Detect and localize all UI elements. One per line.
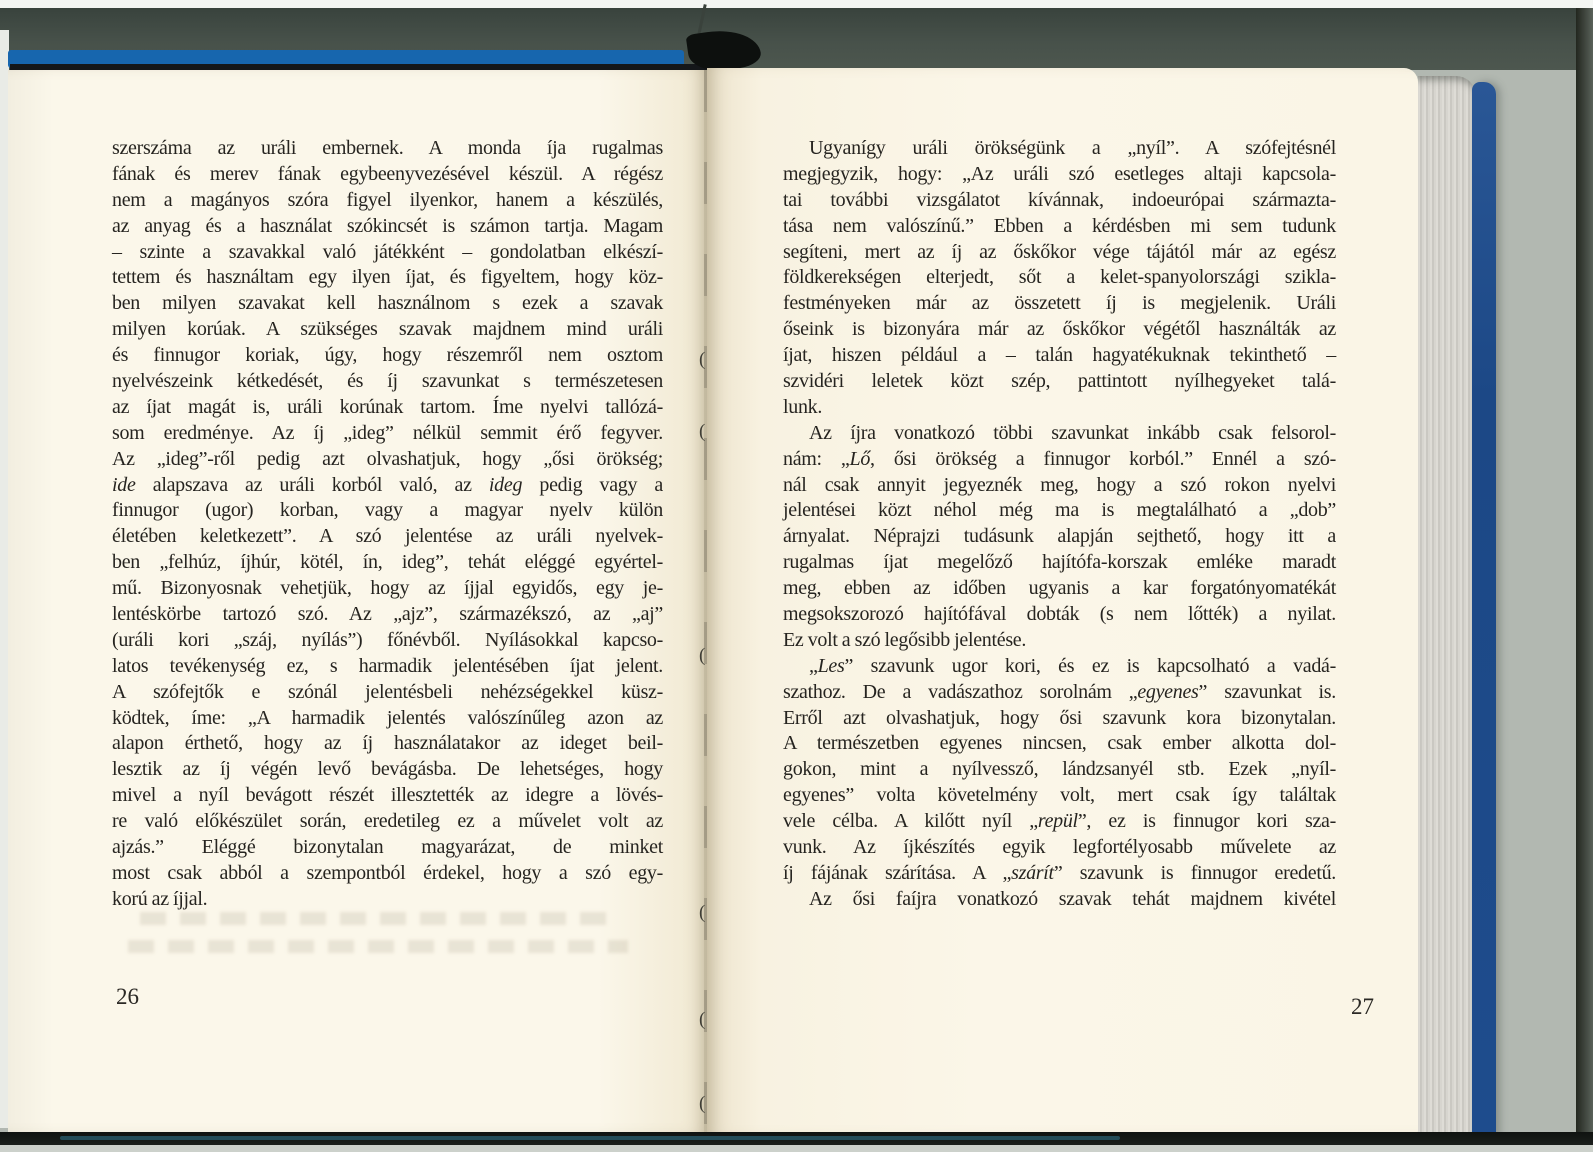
show-through-ghost-text bbox=[140, 912, 610, 925]
text-line: fának és merev fának egybeenyvezésével készül. A régész bbox=[112, 162, 663, 185]
text-line: A természetben egyenes nincsen, csak ember alkotta dol- bbox=[783, 732, 1336, 755]
binding-stitch-icon: ( bbox=[699, 1093, 706, 1114]
text-line: segíteni, mert az íj az őskőkor vége tájától már az egész bbox=[783, 240, 1336, 263]
text-line: som eredménye. Az íj „ideg” nélkül semmit érő fegyver. bbox=[112, 421, 663, 444]
book-cover-right-edge bbox=[1472, 82, 1496, 1140]
text-line: és finnugor koriak, úgy, hogy részemről nem osztom bbox=[112, 344, 663, 367]
text-line: lesztik az íj végén levő bevágásba. De lehetséges, hogy bbox=[112, 758, 663, 781]
text-line: jelentései közt néhol még ma is megtalálható a „dob” bbox=[783, 499, 1336, 522]
text-line: egyenes” volta követelmény volt, mert csak így találtak bbox=[783, 784, 1336, 807]
text-line: mivel a nyíl bevágott részét illesztették az idegre a lövés- bbox=[112, 784, 663, 807]
text-line: földkerekségen elterjedt, sőt a kelet-spanyolországi szikla- bbox=[783, 266, 1336, 289]
text-line: ben „felhúz, íjhúr, kötél, ín, ideg”, tehát eléggé egyértel- bbox=[112, 551, 663, 574]
text-line: korú az íjjal. bbox=[112, 887, 208, 910]
scanner-top-edge bbox=[0, 0, 1593, 8]
text-line: A szófejtők e szónál jelentésbeli nehézségekkel küsz- bbox=[112, 680, 663, 703]
text-line: megsokszorozó hajítófával dobták (s nem lőtték) a nyilat. bbox=[783, 603, 1336, 626]
text-line: ajzás.” Eléggé bizonytalan magyarázat, de minket bbox=[112, 836, 663, 859]
text-line: milyen korúak. A szükséges szavak majdnem mind uráli bbox=[112, 318, 663, 341]
text-line: nál csak annyit jegyeznék meg, hogy a szó rokon nyelvi bbox=[783, 473, 1336, 496]
text-line: tai további vizsgálatot kívánnak, indoeurópai származta- bbox=[783, 188, 1336, 211]
text-line: árnyalat. Néprajzi tudásunk alapján sejthető, hogy itt a bbox=[783, 525, 1336, 548]
page-block-fore-edge bbox=[1418, 76, 1476, 1132]
text-line: íj fájának szárítása. A „szárít” szavunk is finnugor eredetű. bbox=[783, 861, 1336, 884]
text-line: tása nem valószínű.” Ebben a kérdésben mi sem tudunk bbox=[783, 214, 1336, 237]
text-line: rugalmas íjat megelőző hajítófa-korszak emléke maradt bbox=[783, 551, 1336, 574]
text-line: szvidéri leletek közt szép, pattintott nyílhegyeket talá- bbox=[783, 370, 1336, 393]
text-line: íjat, hiszen például a – talán hagyatékuknak tekinthető – bbox=[783, 344, 1336, 367]
page-number-27: 27 bbox=[1351, 994, 1374, 1019]
text-line: finnugor (ugor) korban, vagy a magyar nyelv külön bbox=[112, 499, 663, 522]
text-line: Ugyanígy uráli örökségünk a „nyíl”. A szófejtésnél bbox=[809, 137, 1336, 159]
text-line: re való előkészület során, eredetileg ez a művelet volt az bbox=[112, 810, 663, 833]
text-line: meg, ebben az időben ugyanis a kar forgatónyomatékát bbox=[783, 577, 1336, 600]
binding-stitch-icon: ( bbox=[699, 421, 706, 442]
text-line: nám: „Lő, ősi örökség a finnugor korból.” Ennél a szó- bbox=[783, 447, 1336, 470]
page-number-26: 26 bbox=[116, 984, 139, 1009]
show-through-ghost-text bbox=[128, 940, 628, 953]
text-line: lentéskörbe tartozó szó. Az „ajz”, származékszó, az „aj” bbox=[112, 603, 663, 626]
text-line: Az íjra vonatkozó többi szavunkat inkább csak felsorol- bbox=[809, 421, 1336, 444]
text-line: az íjat magát is, uráli korúnak tartom. Íme nyelvi tallózá- bbox=[112, 395, 663, 418]
text-line: megjegyzik, hogy: „Az uráli szó esetleges altaji kapcsola- bbox=[783, 162, 1336, 185]
text-line: őseink is bizonyára már az őskőkor végétől használták az bbox=[783, 318, 1336, 341]
text-line: alapon érthető, hogy az íj használatakor az ideget beil- bbox=[112, 732, 663, 755]
binding-stitch-icon: ( bbox=[699, 645, 706, 666]
binding-stitch-icon: ( bbox=[699, 349, 706, 370]
text-line: Az ősi faíjra vonatkozó szavak tehát majdnem kivétel bbox=[809, 887, 1336, 910]
text-line: gokon, mint a nyílvessző, lándzsanyél stb. Ezek „nyíl- bbox=[783, 758, 1336, 781]
text-line: szerszáma az uráli embernek. A monda íja rugalmas bbox=[112, 137, 663, 159]
scanner-bottom-edge bbox=[0, 1145, 1593, 1152]
text-line: vunk. Az íjkészítés egyik legfortélyosabb művelete az bbox=[783, 836, 1336, 859]
text-line: „Les” szavunk ugor kori, és ez is kapcsolható a vadá- bbox=[809, 654, 1336, 677]
text-line: életében keletkezett”. A szó jelentése az uráli nyelvek- bbox=[112, 525, 663, 548]
binding-stitch-icon: ( bbox=[699, 1009, 706, 1030]
gutter-binding-line bbox=[704, 70, 707, 1133]
text-line: tettem és használtam egy ilyen íjat, és figyeltem, hogy köz- bbox=[112, 266, 663, 289]
text-line: – szinte a szavakkal való játékként – gondolatban elkészí- bbox=[112, 240, 663, 263]
text-line: szathoz. De a vadászathoz sorolnám „egyenes” szavunkat is. bbox=[783, 680, 1336, 703]
text-line: az anyag és a használat szókincsét is számon tartja. Magam bbox=[112, 214, 663, 237]
text-line: nyelvészeink kétkedését, és íj szavunkat s természetesen bbox=[112, 370, 663, 393]
text-line: festményeken már az összetett íj is megjelenik. Uráli bbox=[783, 292, 1336, 315]
text-line: (uráli kori „száj, nyílás”) főnévből. Nyílásokkal kapcso- bbox=[112, 628, 663, 651]
text-line: latos tevékenység ez, s harmadik jelentésében íjat jelent. bbox=[112, 654, 663, 677]
text-line: vele célba. A kilőtt nyíl „repül”, ez is finnugor kori sza- bbox=[783, 810, 1336, 833]
scanner-right-shadow bbox=[1576, 8, 1593, 1145]
text-line: mű. Bizonyosnak vehetjük, hogy az íjjal egyidős, egy je- bbox=[112, 577, 663, 600]
text-line: ben milyen szavakat kell használnom s ezek a szavak bbox=[112, 292, 663, 315]
text-line: most csak abból a szempontból érdekel, hogy a szó egy- bbox=[112, 861, 663, 884]
binding-stitch-icon: ( bbox=[699, 902, 706, 923]
text-line: lunk. bbox=[783, 395, 823, 418]
text-line: ide alapszava az uráli korból való, az ideg pedig vagy a bbox=[112, 473, 664, 496]
book-cover-bottom-edge bbox=[60, 1136, 1120, 1140]
text-line: Az „ideg”-ről pedig azt olvashatjuk, hogy „ősi örökség; bbox=[112, 447, 663, 470]
text-line: ködtek, íme: „A harmadik jelentés valószínűleg azon az bbox=[112, 706, 663, 729]
text-line: Ez volt a szó legősibb jelentése. bbox=[783, 628, 1027, 651]
page-26-text-block bbox=[112, 136, 663, 913]
text-line: nem a magányos szóra figyel ilyenkor, hanem a készülés, bbox=[112, 188, 663, 211]
text-line: Erről azt olvashatjuk, hogy ősi szavunk kora bizonytalan. bbox=[783, 706, 1336, 729]
page-27-text-block bbox=[783, 136, 1336, 913]
